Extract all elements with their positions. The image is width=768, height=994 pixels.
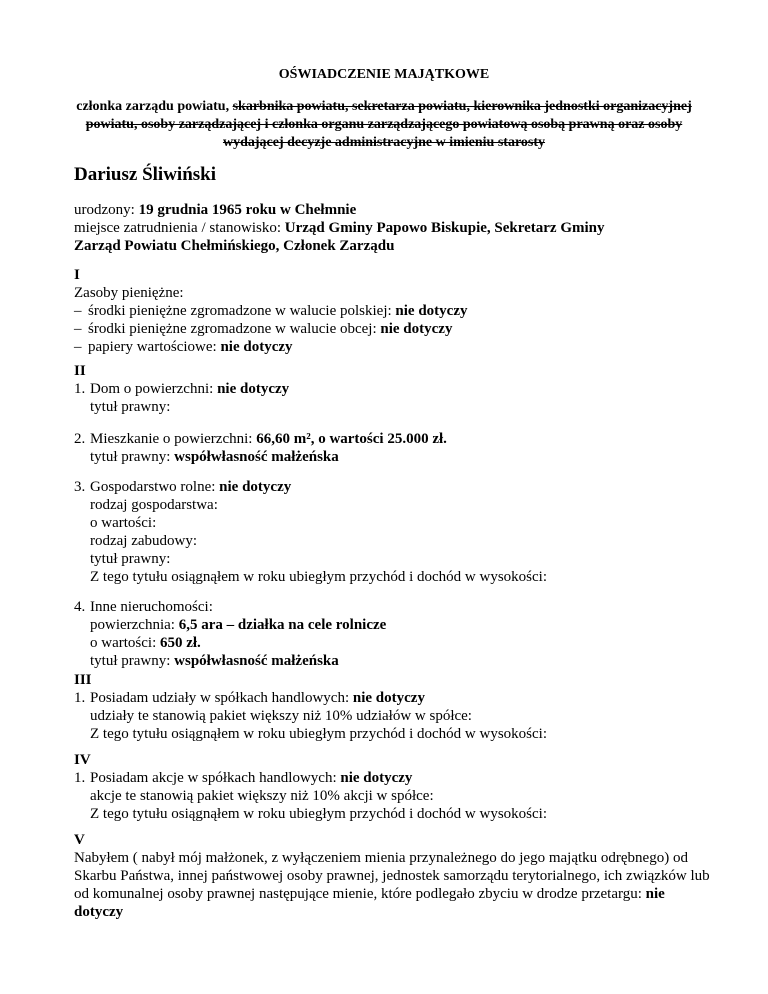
- item-label: papiery wartościowe:: [88, 339, 221, 355]
- apartment-title-label: tytuł prawny:: [90, 449, 175, 465]
- stocks-detail-line: akcje te stanowią pakiet większy niż 10% akcji w spółce:: [90, 788, 434, 804]
- section-2: [74, 362, 714, 416]
- item-label: środki pieniężne zgromadzone w walucie obcej:: [88, 321, 381, 337]
- house-value: nie dotyczy: [217, 381, 290, 397]
- shares-line: [74, 689, 714, 707]
- item-number: 4.: [74, 599, 86, 615]
- section-5-paragraph: [74, 849, 714, 921]
- stocks-line: [74, 769, 714, 787]
- item-number: 3.: [74, 479, 86, 495]
- shares-label: Posiadam udziały w spółkach handlowych:: [90, 690, 353, 706]
- other-property-line: [74, 598, 714, 616]
- dash-bullet: –: [74, 339, 82, 355]
- work-value-2: Zarząd Powiatu Chełmińskiego, Członek Zarządu: [74, 238, 395, 254]
- apartment-value: 66,60 m², o wartości 25.000 zł.: [256, 431, 447, 447]
- title-label: tytuł prawny:: [90, 653, 175, 669]
- item-number: 1.: [74, 690, 86, 706]
- area-label: powierzchnia:: [90, 617, 179, 633]
- dash-bullet: –: [74, 303, 82, 319]
- other-property-label: Inne nieruchomości:: [90, 599, 213, 615]
- worth-label: o wartości:: [90, 635, 160, 651]
- farm-line: [74, 478, 714, 496]
- shares-value: nie dotyczy: [352, 690, 425, 706]
- farm-block: [74, 478, 714, 586]
- section-4-heading: IV: [74, 752, 91, 768]
- other-worth-line: [74, 634, 714, 652]
- personal-info: [74, 201, 714, 255]
- section-5-text: Nabyłem ( nabył mój małżonek, z wyłączeniem mienia przynależnego do jego majątku odrębnego) od Skarbu Państwa, innej państwowej osoby prawnej, jednostek samorządu terytorialnego, ich związków lub od komunalnej osoby prawnej następujące mienie, które podlegało zbyciu w drodze przetargu:: [74, 850, 710, 902]
- apartment-block: [74, 430, 714, 466]
- section-5-heading: V: [74, 832, 85, 848]
- apartment-line: [74, 430, 714, 448]
- house-title-line: tytuł prawny:: [90, 399, 171, 415]
- stocks-label: Posiadam akcje w spółkach handlowych:: [90, 770, 341, 786]
- apartment-title-line: [74, 448, 714, 466]
- other-area-line: [74, 616, 714, 634]
- section-4: [74, 751, 714, 823]
- document-title: OŚWIADCZENIE MAJĄTKOWE: [278, 67, 490, 82]
- house-line: [74, 380, 714, 398]
- item-number: 1.: [74, 770, 86, 786]
- item-value: nie dotyczy: [380, 321, 453, 337]
- section-3-heading: III: [74, 672, 92, 688]
- item-label: środki pieniężne zgromadzone w walucie polskiej:: [88, 303, 396, 319]
- area-value: 6,5 ara – działka na cele rolnicze: [178, 617, 387, 633]
- declarant-name: Dariusz Śliwiński: [74, 164, 217, 185]
- section-1-intro: Zasoby pieniężne:: [74, 285, 184, 301]
- work-value-1: Urząd Gminy Papowo Biskupie, Sekretarz Gminy: [284, 220, 605, 236]
- farm-detail-line: Z tego tytułu osiągnąłem w roku ubiegłym przychód i dochód w wysokości:: [90, 569, 548, 585]
- subtitle-struck: skarbnika powiatu, sekretarza powiatu, kierownika jednostki organizacyjnej powiatu, osoby zarządzającej i członka organu zarządzającego powiatową osobą prawną oraz osoby wydającej decyzje administracyjne w imieniu starosty: [85, 99, 692, 150]
- worth-value: 650 zł.: [159, 635, 201, 651]
- section-1: [74, 266, 714, 356]
- born-label: urodzony:: [74, 202, 139, 218]
- apartment-title-value: współwłasność małżeńska: [174, 449, 339, 465]
- farm-detail-line: rodzaj gospodarstwa:: [90, 497, 218, 513]
- section-3: [74, 671, 714, 743]
- stocks-value: nie dotyczy: [340, 770, 413, 786]
- apartment-label: Mieszkanie o powierzchni:: [90, 431, 257, 447]
- work-label: miejsce zatrudnienia / stanowisko:: [74, 220, 285, 236]
- born-line: [74, 201, 714, 219]
- list-item: [74, 302, 714, 320]
- farm-detail-line: rodzaj zabudowy:: [90, 533, 198, 549]
- shares-income-line: Z tego tytułu osiągnąłem w roku ubiegłym przychód i dochód w wysokości:: [90, 726, 548, 742]
- section-1-heading: I: [74, 267, 80, 283]
- section-2-heading: II: [74, 363, 86, 379]
- subtitle-plain: członka zarządu powiatu,: [76, 99, 233, 114]
- item-number: 2.: [74, 431, 86, 447]
- farm-detail-line: tytuł prawny:: [90, 551, 171, 567]
- other-title-line: [74, 652, 714, 670]
- list-item: [74, 338, 714, 356]
- stocks-income-line: Z tego tytułu osiągnąłem w roku ubiegłym przychód i dochód w wysokości:: [90, 806, 548, 822]
- item-value: nie dotyczy: [220, 339, 293, 355]
- document-subtitle: [70, 98, 698, 152]
- farm-label: Gospodarstwo rolne:: [90, 479, 220, 495]
- work-line: [74, 219, 714, 237]
- list-item: [74, 320, 714, 338]
- dash-bullet: –: [74, 321, 82, 337]
- shares-detail-line: udziały te stanowią pakiet większy niż 10% udziałów w spółce:: [90, 708, 472, 724]
- item-value: nie dotyczy: [395, 303, 468, 319]
- house-label: Dom o powierzchni:: [90, 381, 218, 397]
- born-value: 19 grudnia 1965 roku w Chełmnie: [138, 202, 357, 218]
- other-property-block: [74, 598, 714, 670]
- farm-value: nie dotyczy: [219, 479, 292, 495]
- farm-detail-line: o wartości:: [90, 515, 157, 531]
- section-5-value: nie dotyczy: [74, 886, 665, 920]
- section-5: [74, 831, 714, 921]
- title-value: współwłasność małżeńska: [174, 653, 339, 669]
- item-number: 1.: [74, 381, 86, 397]
